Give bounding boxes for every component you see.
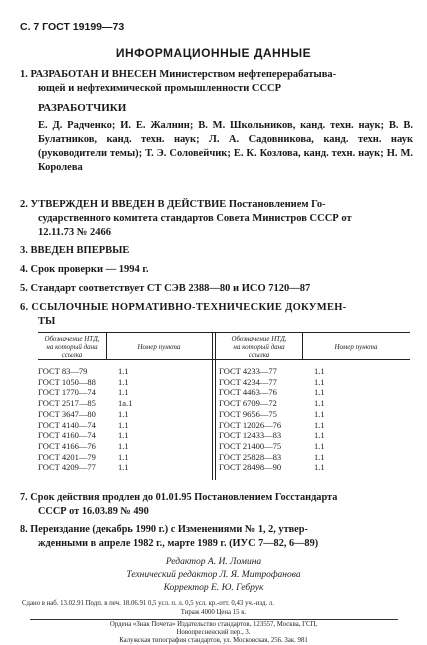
table-cell: 1.1 bbox=[118, 376, 129, 387]
section-3: 3. ВВЕДЕН ВПЕРВЫЕ bbox=[20, 245, 130, 256]
table-cell: ГОСТ 9656—75 bbox=[219, 408, 277, 419]
table-cell: 1.1 bbox=[314, 462, 325, 473]
header-doc-right: Обозначение НТД, на который дана ссылка bbox=[231, 335, 287, 359]
credit-proofreader: Корректор Е. Ю. Гебрук bbox=[163, 583, 264, 593]
table-cell: ГОСТ 25828—83 bbox=[219, 451, 282, 462]
table-cell: ГОСТ 4201—79 bbox=[38, 451, 96, 462]
table-cell: 1.1 bbox=[314, 451, 325, 462]
table-cell: 1.1 bbox=[314, 366, 325, 376]
table-cell: 1.1 bbox=[314, 376, 325, 387]
developers-text: Е. Д. Радченко; И. Е. Жалнин; В. М. Школьников, канд. техн. наук; В. В. Булатников, канд. техн. наук; Л. А. Садовникова, канд. техн. наук (руководители темы); Т. Э. Соловейчик; Е. К. Козлова, канд. техн. наук; Н. М. Королева bbox=[38, 120, 413, 173]
table-cell: 1.1 bbox=[118, 419, 129, 430]
table-cell: 1.1 bbox=[314, 419, 325, 430]
section-6-line-2: ТЫ bbox=[38, 316, 56, 327]
section-4: 4. Срок проверки — 1994 г. bbox=[20, 264, 149, 275]
section-2-line-3: 12.11.73 № 2466 bbox=[38, 227, 111, 238]
table-cell: 1.1 bbox=[118, 408, 129, 419]
publisher-line-2: Новопресненский пер., 3. bbox=[176, 629, 251, 636]
table-cell: 1.1 bbox=[118, 430, 129, 441]
table-cell: ГОСТ 4140—74 bbox=[38, 419, 96, 430]
table-cell: ГОСТ 21400—75 bbox=[219, 440, 282, 451]
publisher-line-1: Ордена «Знак Почета» Издательство стандартов, 123557, Москва, ГСП, bbox=[109, 621, 318, 628]
section-2-line-1: 2. УТВЕРЖДЕН И ВВЕДЕН В ДЕЙСТВИЕ Постановлением Го- bbox=[20, 199, 326, 210]
right-item-column bbox=[314, 366, 325, 473]
table-cell: 1.1 bbox=[118, 462, 129, 473]
section-2-line-2: сударственного комитета стандартов Совета Министров СССР от bbox=[38, 213, 352, 224]
header-doc-left: Обозначение НТД, на который дана ссылка bbox=[44, 335, 100, 359]
table-cell: ГОСТ 4166—76 bbox=[38, 440, 96, 451]
table-cell: ГОСТ 3647—80 bbox=[38, 408, 96, 419]
table-cell: 1.1 bbox=[118, 451, 129, 462]
printer-line: Калужская типография стандартов, ул. Московская, 256. Зак. 981 bbox=[119, 637, 308, 644]
table-cell: 1.1 bbox=[314, 387, 325, 398]
section-7-line-2: СССР от 16.03.89 № 490 bbox=[38, 506, 149, 517]
section-8-line-2: жденными в апреле 1982 г., марте 1989 г. (ИУС 7—82, 6—89) bbox=[38, 538, 319, 549]
table-cell: ГОСТ 12433—83 bbox=[219, 430, 282, 441]
section-5: 5. Стандарт соответствует СТ СЭВ 2388—80 и ИСО 7120—87 bbox=[20, 283, 311, 294]
left-doc-column bbox=[38, 366, 96, 473]
table-cell: ГОСТ 4160—74 bbox=[38, 430, 96, 441]
right-doc-column bbox=[219, 366, 281, 473]
table-cell: ГОСТ 4463—76 bbox=[219, 387, 277, 398]
table-cell: ГОСТ 6709—72 bbox=[219, 398, 277, 409]
section-8-line-1: 8. Переиздание (декабрь 1990 г.) с Изменениями № 1, 2, утвер- bbox=[20, 524, 308, 535]
table-cell: 1.1 bbox=[314, 430, 325, 441]
page-title: ИНФОРМАЦИОННЫЕ ДАННЫЕ bbox=[115, 46, 312, 60]
credit-tech-editor: Технический редактор Л. Я. Митрофанова bbox=[126, 570, 301, 580]
section-1-line-1: 1. РАЗРАБОТАН И ВНЕСЕН Министерством нефтеперерабатыва- bbox=[20, 69, 337, 80]
table-cell: ГОСТ 1770—74 bbox=[38, 387, 96, 398]
table-cell: 1.1 bbox=[118, 440, 129, 451]
table-cell: ГОСТ 83—79 bbox=[38, 366, 88, 376]
table-cell: 1.1 bbox=[314, 408, 325, 419]
section-6-line-1: 6. ССЫЛОЧНЫЕ НОРМАТИВНО-ТЕХНИЧЕСКИЕ ДОКУМЕН- bbox=[20, 302, 347, 313]
references-table bbox=[38, 332, 410, 480]
divider bbox=[30, 619, 398, 620]
imprint-line-2: Тираж 4000 Цена 15 к. bbox=[180, 609, 247, 616]
table-cell: 1а.1 bbox=[118, 398, 133, 409]
section-1-line-2: ющей и нефтехимической промышленности СССР bbox=[38, 83, 282, 94]
table-cell: ГОСТ 4209—77 bbox=[38, 462, 96, 473]
table-cell: 1.1 bbox=[118, 387, 129, 398]
table-cell: ГОСТ 12026—76 bbox=[219, 419, 282, 430]
table-cell: ГОСТ 4233—77 bbox=[219, 366, 277, 376]
section-7-line-1: 7. Срок действия продлен до 01.01.95 Постановлением Госстандарта bbox=[20, 492, 338, 503]
developers-title: РАЗРАБОТЧИКИ bbox=[38, 102, 127, 114]
table-cell: ГОСТ 28498—90 bbox=[219, 462, 282, 473]
header-item-right: Номер пункта bbox=[334, 343, 378, 351]
header-item-left: Номер пункта bbox=[137, 343, 181, 351]
table-cell: 1.1 bbox=[314, 398, 325, 409]
table-cell: 1.1 bbox=[314, 440, 325, 451]
credit-editor: Редактор А. И. Ломина bbox=[165, 557, 262, 567]
left-item-column bbox=[118, 366, 132, 473]
table-cell: ГОСТ 4234—77 bbox=[219, 376, 277, 387]
page-header: С. 7 ГОСТ 19199—73 bbox=[20, 21, 125, 33]
table-cell: 1.1 bbox=[118, 366, 129, 376]
table-cell: ГОСТ 1050—88 bbox=[38, 376, 96, 387]
imprint-line-1: Сдано в наб. 13.02.91 Подп. в печ. 18.06.91 0,5 усл. п. л. 0,5 усл. кр.-отт. 0,43 уч.-изд. л. bbox=[22, 600, 274, 607]
table-cell: ГОСТ 2517—85 bbox=[38, 398, 96, 409]
